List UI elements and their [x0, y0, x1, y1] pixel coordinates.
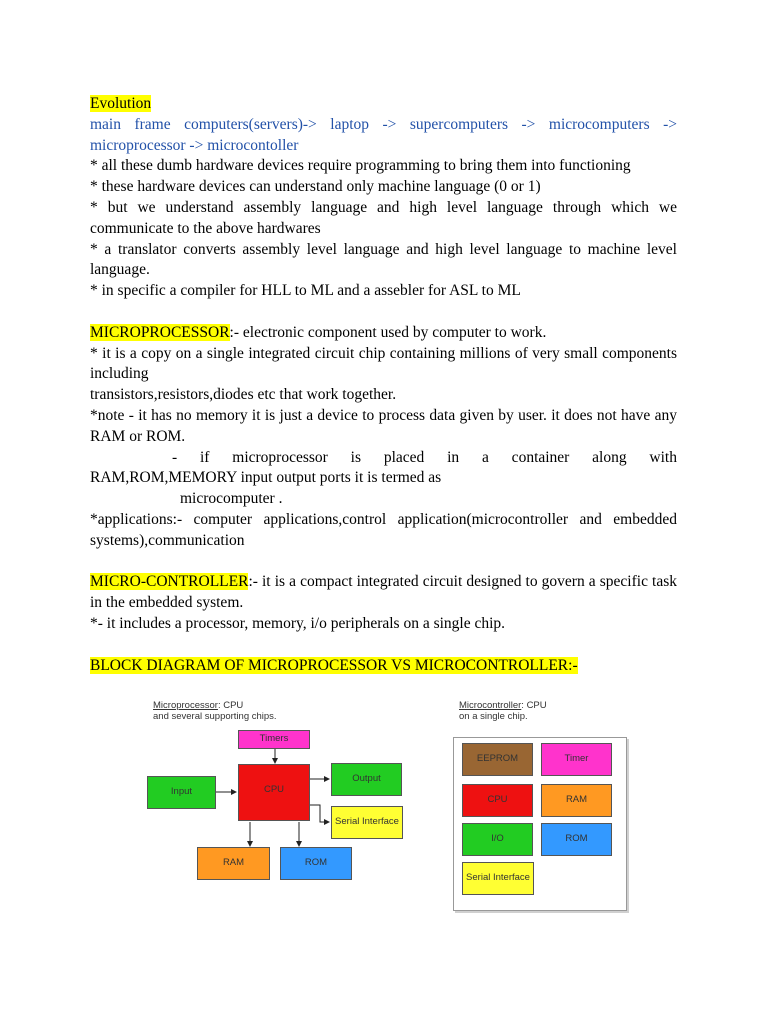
microprocessor-point-1: * it is a copy on a single integrated circuit chip containing millions of very small components including	[90, 344, 677, 383]
microprocessor-applications: *applications:- computer applications,control application(microcontroller and embedded systems),communication	[90, 510, 677, 549]
input-block: Input	[147, 776, 216, 809]
microcontroller-point-1: *- it includes a processor, memory, i/o peripherals on a single chip.	[90, 614, 506, 632]
microcontroller-definition: MICRO-CONTROLLER:- it is a compact integrated circuit designed to govern a specific task in the embedded system.	[90, 573, 677, 612]
eeprom-block: EEPROM	[462, 743, 533, 776]
block-diagram-heading: BLOCK DIAGRAM OF MICROPROCESSOR VS MICROCONTROLLER:-	[90, 656, 578, 674]
microprocessor-term: MICROPROCESSOR	[90, 323, 230, 341]
evolution-bullet-5: * in specific a compiler for HLL to ML and a assebler for ASL to ML	[90, 282, 521, 300]
mc-cpu-block: CPU	[462, 784, 533, 817]
mc-ram-block: RAM	[541, 784, 612, 817]
microprocessor-note-sub-1: - if microprocessor is placed in a container along with	[172, 448, 677, 466]
evolution-chain-line-2: microprocessor -> microcontoller	[90, 136, 299, 154]
evolution-chain-line-1: main frame computers(servers)-> laptop -> supercomputers -> microcomputers ->	[90, 115, 677, 133]
mc-rom-block: ROM	[541, 823, 612, 856]
microcontroller-chip-panel	[453, 737, 627, 911]
microprocessor-point-1-cont: transistors,resistors,diodes etc that work together.	[90, 386, 397, 404]
microprocessor-note-sub-2: RAM,ROM,MEMORY input output ports it is termed as	[90, 469, 442, 487]
evolution-bullet-4: * a translator converts assembly level language and high level language to machine level language.	[90, 240, 677, 279]
microcontroller-term: MICRO-CONTROLLER	[90, 573, 249, 591]
cpu-to-serial-arrow	[310, 805, 329, 822]
evolution-bullet-1: * all these dumb hardware devices require programming to bring them into functioning	[90, 157, 631, 175]
serial-interface-block: Serial Interface	[331, 806, 403, 839]
cpu-block: CPU	[238, 764, 310, 821]
rom-block: ROM	[280, 847, 352, 880]
evolution-bullet-2: * these hardware devices can understand only machine language (0 or 1)	[90, 178, 541, 196]
microprocessor-diagram-caption: Microprocessor: CPU and several supporting chips.	[153, 700, 277, 722]
timer-block: Timer	[541, 743, 612, 776]
microprocessor-note-sub-3: microcomputer .	[180, 490, 283, 508]
output-block: Output	[331, 763, 402, 796]
evolution-bullet-3: * but we understand assembly language and high level language through which we communicate to the above hardwares	[90, 198, 677, 237]
evolution-heading: Evolution	[90, 95, 152, 112]
microprocessor-note: *note - it has no memory it is just a device to process data given by user. it does not have any RAM or ROM.	[90, 406, 677, 445]
io-block: I/O	[462, 823, 533, 856]
microprocessor-definition: MICROPROCESSOR:- electronic component used by computer to work.	[90, 323, 547, 341]
timers-block: Timers	[238, 730, 310, 749]
mc-serial-interface-block: Serial Interface	[462, 862, 534, 895]
ram-block: RAM	[197, 847, 270, 880]
microcontroller-diagram-caption: Microcontroller: CPU on a single chip.	[459, 700, 547, 722]
